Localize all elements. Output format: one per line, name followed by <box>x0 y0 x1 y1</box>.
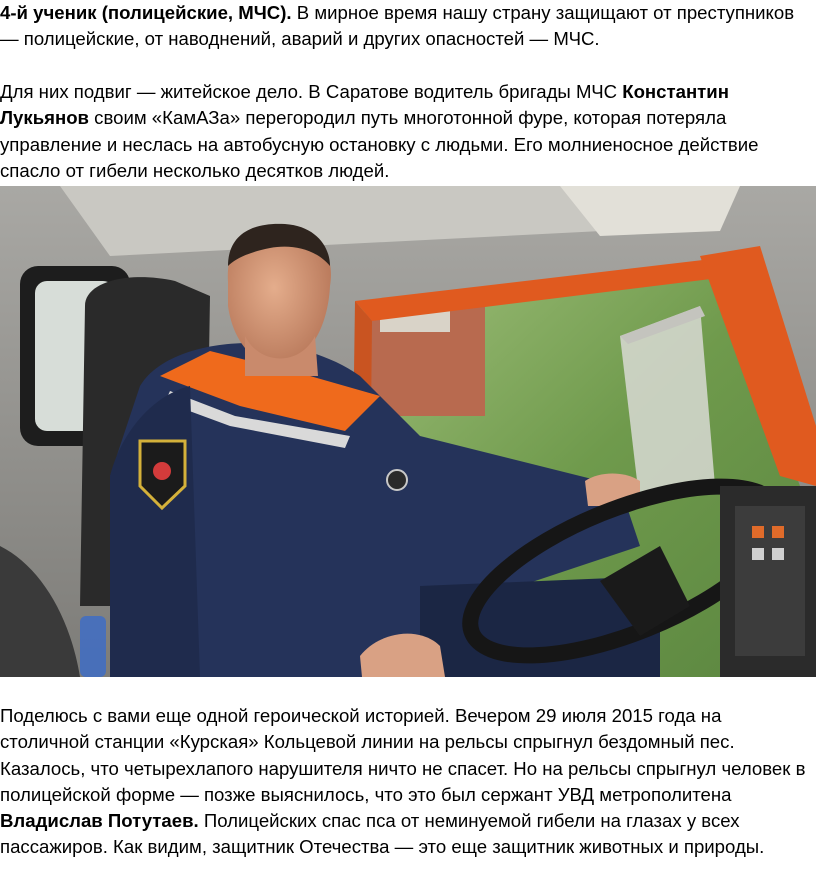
story-1-text-before: Для них подвиг — житейское дело. В Саратове водитель бригады МЧС <box>0 81 623 102</box>
story-2-text-before: Поделюсь с вами еще одной героической историей. Вечером 29 июля 2015 года на столичной станции «Курская» Кольцевой линии на рельсы спрыгнул бездомный пес. Казалось, что четырехлапого нарушителя ничто не спасет. Но на рельсы спрыгнул человек в полицейской форме — позже выяснилось, что это был сержант УВД метрополитена <box>0 705 806 805</box>
intro-paragraph <box>0 0 816 53</box>
story-2-hero-name: Владислав Потутаев. <box>0 810 199 832</box>
story-2-text-after: Полицейских спас пса от неминуемой гибели на глазах у всех пассажиров. Как видим, защитник Отечества — это еще защитник животных и природы. <box>0 810 765 858</box>
intro-text: В мирное время нашу страну защищают от преступников — полицейские, от наводнений, аварий и других опасностей — МЧС. <box>0 2 795 50</box>
story-1-text-after: своим «КамАЗа» перегородил путь многотонной фуре, которая потеряла управление и неслась на автобусную остановку с людьми. Его молниеносное действие спасло от гибели несколько десятков людей. <box>0 107 759 181</box>
story-1-paragraph <box>0 79 816 184</box>
story-2-paragraph <box>0 703 816 861</box>
photo-truck-driver <box>0 186 816 677</box>
intro-heading: 4-й ученик (полицейские, МЧС). <box>0 2 292 23</box>
story-1-hero-name: Константин Лукьянов <box>0 81 729 129</box>
